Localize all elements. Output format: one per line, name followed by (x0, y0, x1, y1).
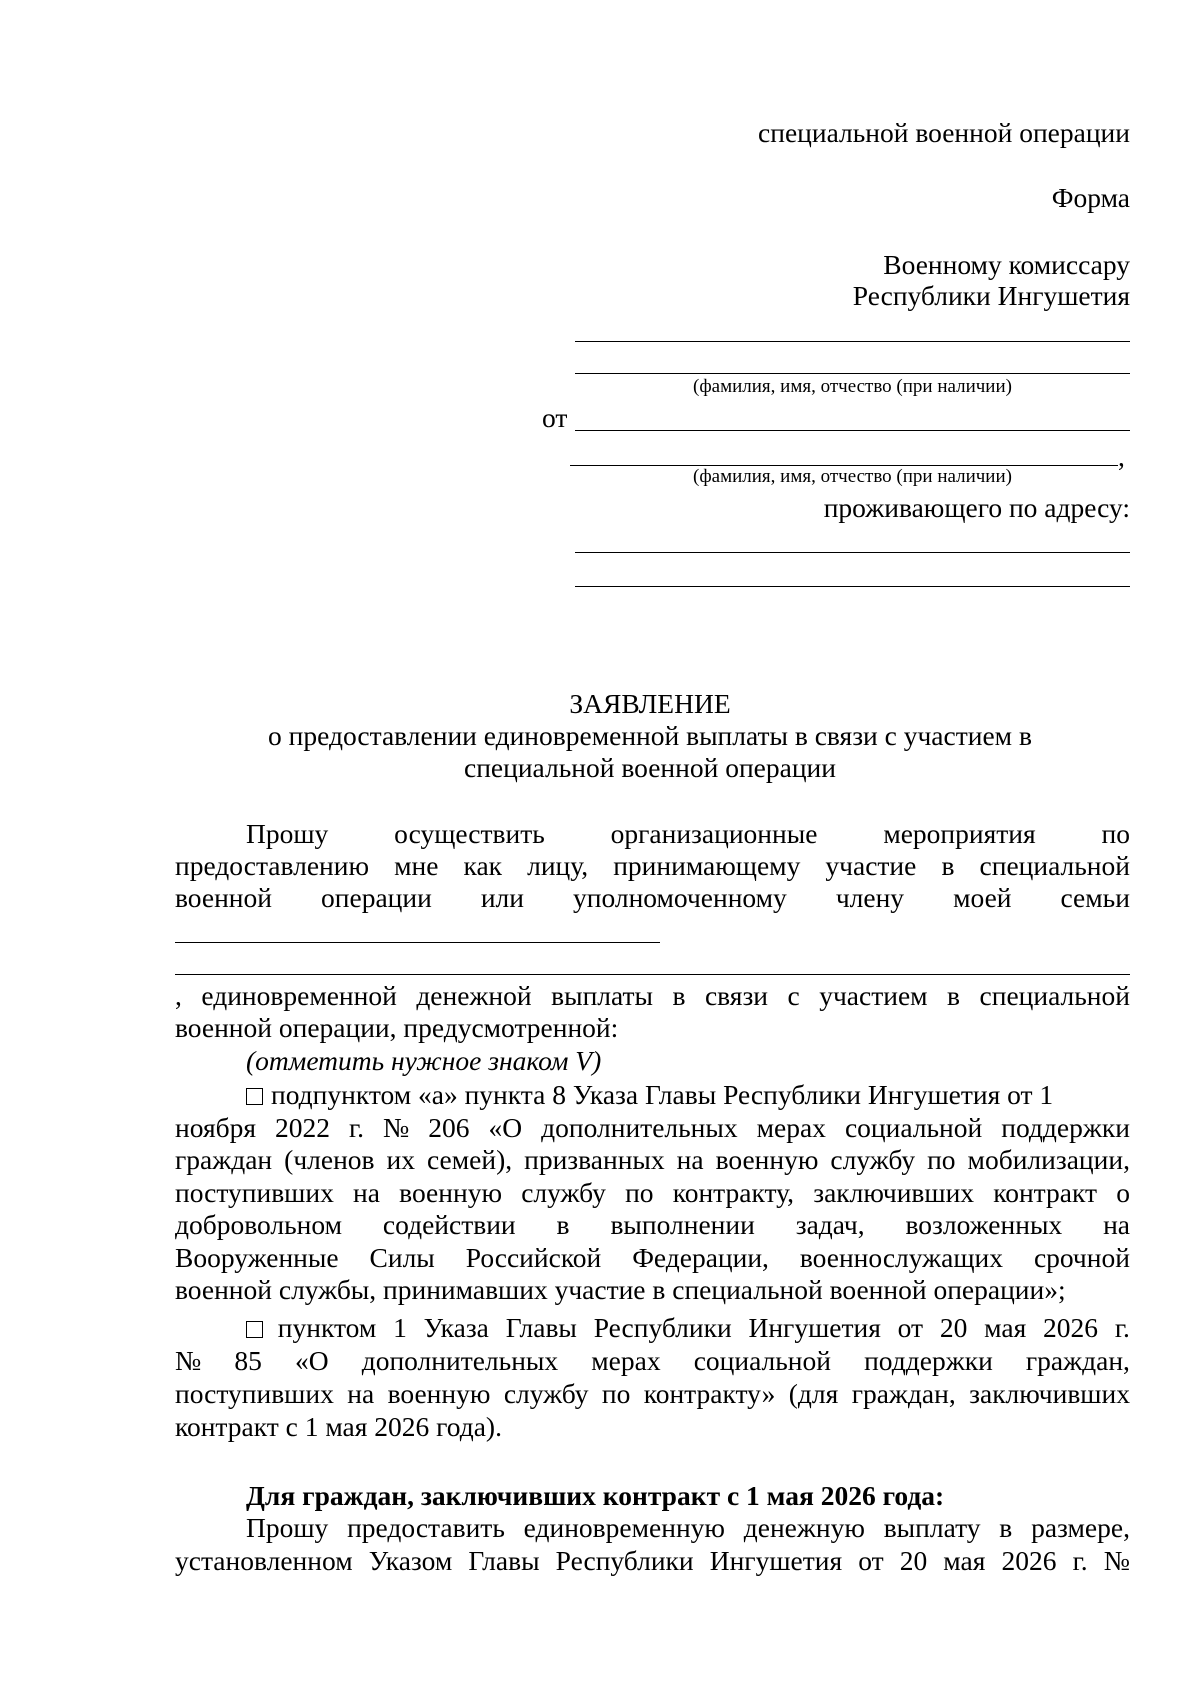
fio-caption-2: (фамилия, имя, отчество (при наличии) (693, 466, 1012, 487)
form-label: Форма (1051, 182, 1130, 213)
residing-label: проживающего по адресу: (823, 492, 1130, 523)
request-line-4: , единовременной денежной выплаты в связи с участием в специальной (175, 980, 1130, 1011)
request-line-2: предоставлению мне как лицу, принимающему участие в специальной (175, 850, 1130, 881)
option-a-line-7: военной службы, принимавших участие в специальной военной операции»; (175, 1274, 1066, 1305)
option-a-line-5: добровольном содействии в выполнении задач, возложенных на (175, 1209, 1130, 1240)
request-line-3: военной операции или уполномоченному члену моей семьи (175, 882, 1130, 913)
address-line-1[interactable] (575, 552, 1130, 553)
option-a-line-3: граждан (членов их семей), призванных на военную службу по мобилизации, (175, 1144, 1130, 1175)
option-b-line-4: контракт с 1 мая 2026 года). (175, 1411, 502, 1442)
fio-caption-1: (фамилия, имя, отчество (при наличии) (693, 376, 1012, 397)
option-a-line-1 (246, 1079, 1130, 1111)
addressee-line-1: Военному комиссару (883, 249, 1130, 280)
family-member-line-1[interactable] (175, 942, 660, 943)
commissar-name-line-2[interactable] (575, 373, 1130, 374)
contract-section-heading: Для граждан, заключивших контракт с 1 мая 2026 года: (246, 1480, 945, 1511)
option-b-line-1: пунктом 1 Указа Главы Республики Ингушетия от 20 мая 2026 г. (246, 1312, 1130, 1344)
request-line-1: Прошу осуществить организационные мероприятия по (246, 818, 1130, 849)
document-subtitle-line-2: специальной военной операции (464, 752, 836, 783)
commissar-name-line-1[interactable] (575, 341, 1130, 342)
option-a-text: подпунктом «а» пункта 8 Указа Главы Республики Ингушетия от 1 (271, 1079, 1054, 1110)
applicant-name-line-1[interactable] (575, 430, 1130, 431)
option-b-checkbox[interactable] (246, 1321, 263, 1338)
contract-line-1: Прошу предоставить единовременную денежную выплату в размере, (246, 1512, 1130, 1543)
document-title: ЗАЯВЛЕНИЕ (569, 688, 731, 719)
mark-hint: (отметить нужное знаком V) (246, 1045, 602, 1076)
contract-line-2: установленном Указом Главы Республики Ингушетия от 20 мая 2026 г. № (175, 1545, 1130, 1576)
approval-reference: специальной военной операции (758, 117, 1130, 148)
from-label: от (542, 402, 568, 433)
option-a-checkbox[interactable] (246, 1088, 263, 1105)
request-line-5: военной операции, предусмотренной: (175, 1012, 619, 1043)
document-subtitle-line-1: о предоставлении единовременной выплаты в связи с участием в (268, 720, 1032, 751)
option-b-line-2: № 85 «О дополнительных мерах социальной поддержки граждан, (175, 1345, 1130, 1376)
option-a-line-4: поступивших на военную службу по контракту, заключивших контракт о (175, 1177, 1130, 1208)
family-member-line-2[interactable] (175, 974, 1130, 975)
trailing-comma: , (1118, 441, 1125, 472)
option-b-line-3: поступивших на военную службу по контракту» (для граждан, заключивших (175, 1378, 1130, 1409)
addressee-line-2: Республики Ингушетия (852, 280, 1130, 311)
address-line-2[interactable] (575, 586, 1130, 587)
option-a-line-6: Вооруженные Силы Российской Федерации, военнослужащих срочной (175, 1242, 1130, 1273)
option-a-line-2: ноября 2022 г. № 206 «О дополнительных мерах социальной поддержки (175, 1112, 1130, 1143)
